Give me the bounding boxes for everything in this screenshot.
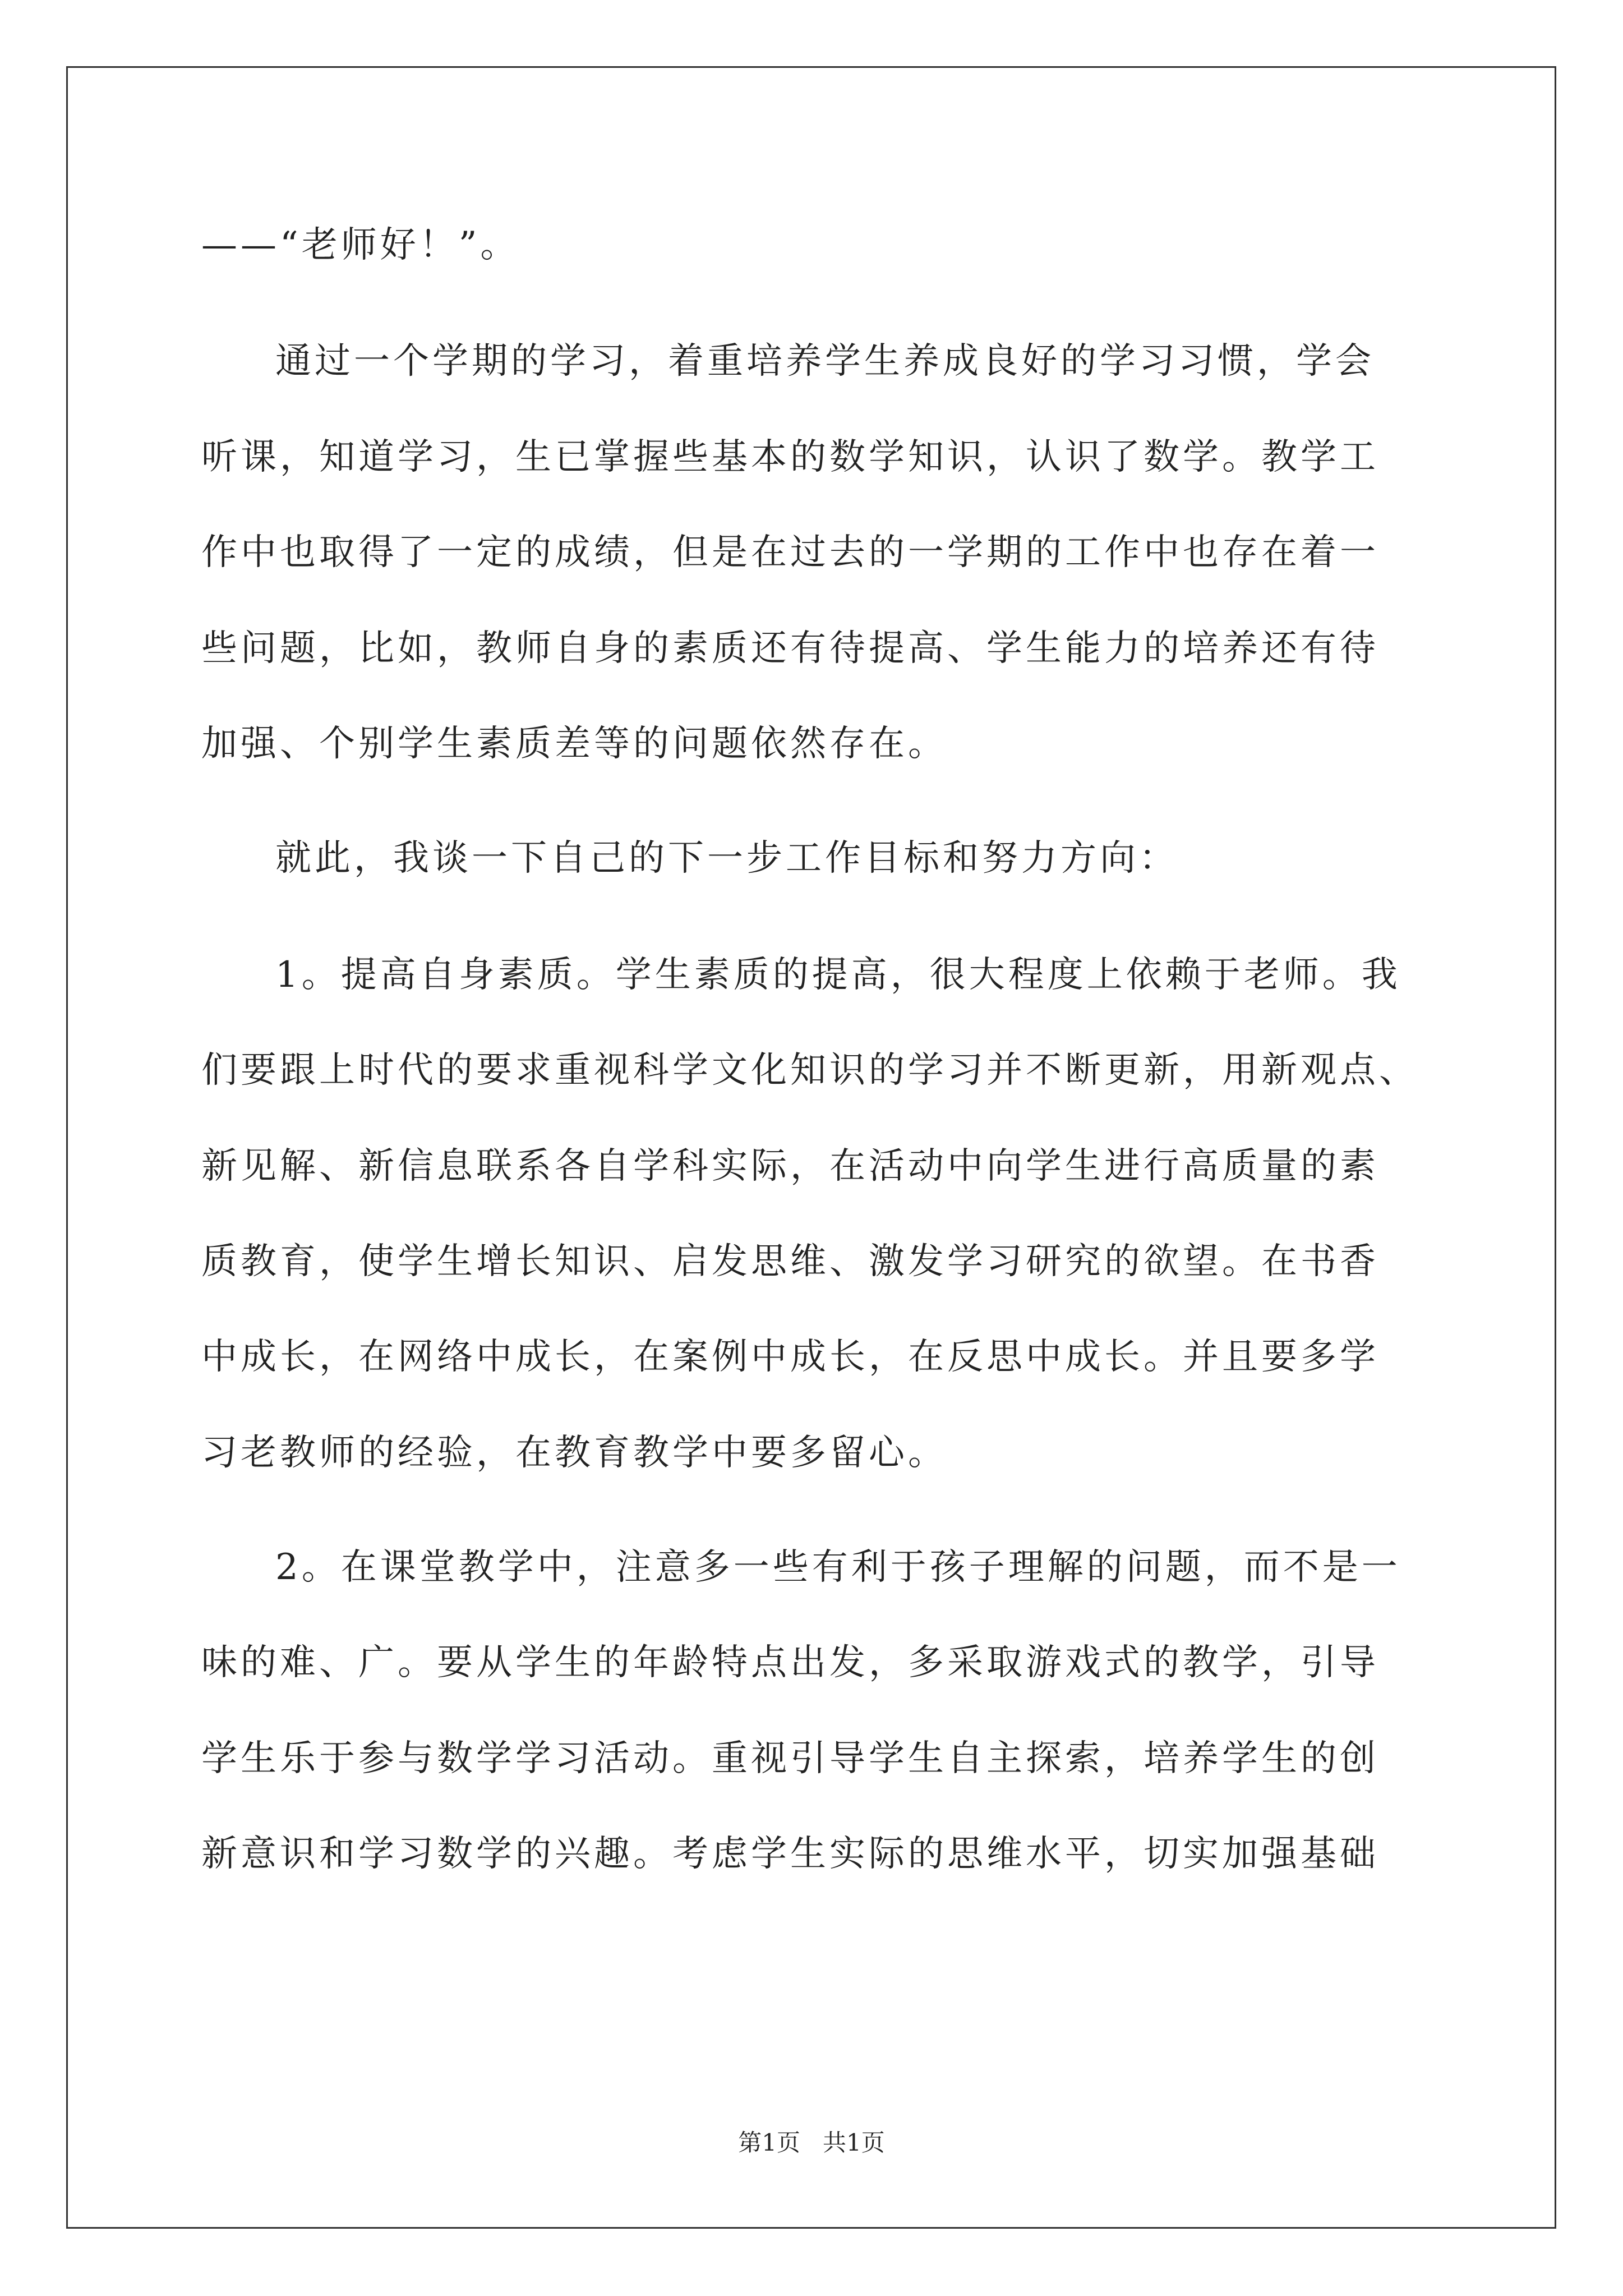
text-line: 们要跟上时代的要求重视科学文化知识的学习并不断更新，用新观点、 xyxy=(201,1050,1418,1091)
text-line: 质教育，使学生增长知识、启发思维、激发学习研究的欲望。在书香 xyxy=(201,1241,1379,1282)
paragraph-line: 通过一个学期的学习，着重培养学生养成良好的学习习惯，学会 xyxy=(275,341,1375,382)
text-line: 作中也取得了一定的成绩，但是在过去的一学期的工作中也存在着一 xyxy=(201,532,1379,573)
text-line: 加强、个别学生素质差等的问题依然存在。 xyxy=(201,723,947,765)
paragraph-line: 就此，我谈一下自己的下一步工作目标和努力方向： xyxy=(275,838,1178,879)
text-line: 中成长，在网络中成长，在案例中成长，在反思中成长。并且要多学 xyxy=(201,1336,1379,1378)
text-line: 新意识和学习数学的兴趣。考虑学生实际的思维水平，切实加强基础 xyxy=(201,1833,1379,1875)
text-line: 学生乐于参与数学学习活动。重视引导学生自主探索，培养学生的创 xyxy=(201,1738,1379,1779)
text-line: 些问题，比如，教师自身的素质还有待提高、学生能力的培养还有待 xyxy=(201,628,1379,669)
paragraph-line: 2。在课堂教学中，注意多一些有利于孩子理解的问题，而不是一 xyxy=(275,1547,1401,1588)
text-line: ——“老师好！”。 xyxy=(201,224,520,266)
page-footer: 第1页 共1页 xyxy=(738,2129,885,2156)
text-line: 听课，知道学习，生已掌握些基本的数学知识，认识了数学。教学工 xyxy=(201,436,1379,478)
text-line: 味的难、广。要从学生的年龄特点出发，多采取游戏式的教学，引导 xyxy=(201,1642,1379,1683)
paragraph-line: 1。提高自身素质。学生素质的提高，很大程度上依赖于老师。我 xyxy=(275,954,1401,996)
text-line: 习老教师的经验，在教育教学中要多留心。 xyxy=(201,1432,947,1474)
text-line: 新见解、新信息联系各自学科实际，在活动中向学生进行高质量的素 xyxy=(201,1145,1379,1187)
